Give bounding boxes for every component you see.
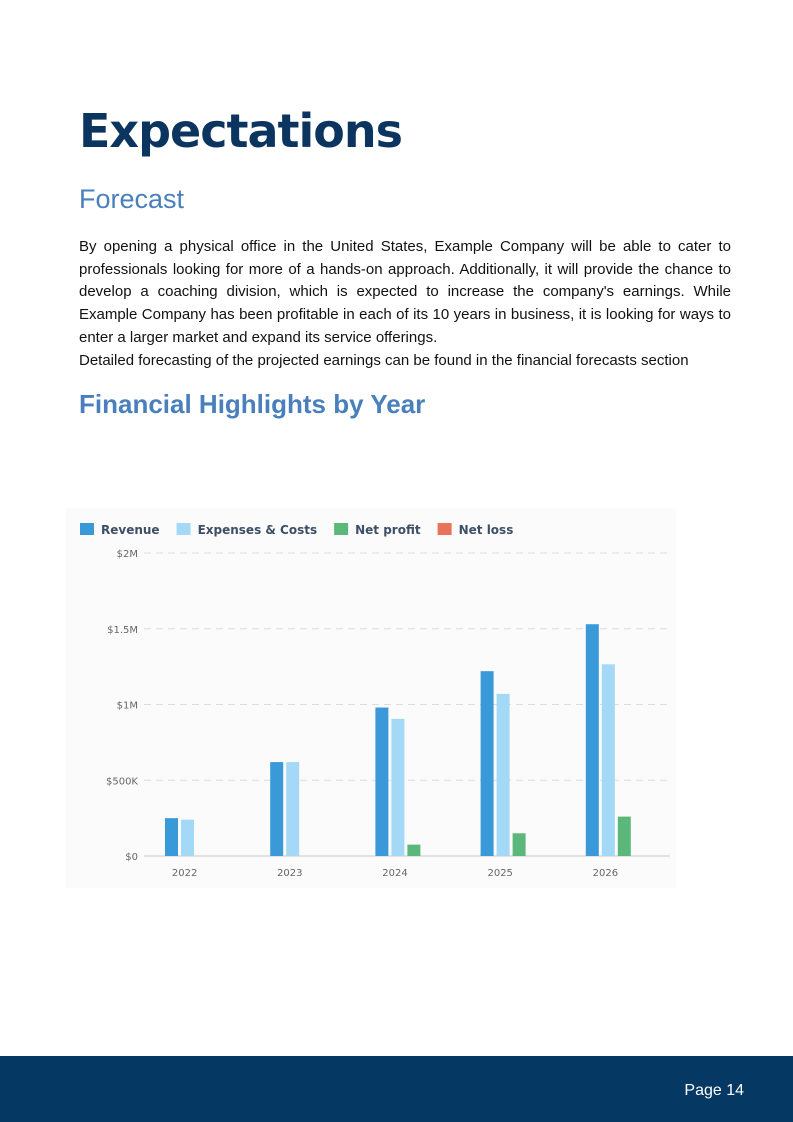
bar-expenses-costs xyxy=(602,664,615,856)
bar-net-profit xyxy=(407,845,420,856)
y-tick-label: $0 xyxy=(125,852,138,863)
financial-highlights-chart xyxy=(66,508,676,888)
forecast-body xyxy=(79,236,731,372)
bar-expenses-costs xyxy=(391,719,404,856)
bar-net-profit xyxy=(513,833,526,856)
x-tick-label: 2026 xyxy=(592,868,619,879)
legend-swatch xyxy=(80,523,94,535)
legend-swatch xyxy=(438,523,452,535)
bar-revenue xyxy=(375,708,388,856)
bar-expenses-costs xyxy=(286,762,299,856)
bar-revenue xyxy=(165,818,178,856)
x-tick-label: 2022 xyxy=(171,868,198,879)
legend-label: Revenue xyxy=(101,523,160,537)
section-title-forecast: Forecast xyxy=(79,184,185,214)
page-number: Page 14 xyxy=(684,1082,744,1099)
y-tick-label: $1M xyxy=(116,700,138,712)
y-tick-label: $1.5M xyxy=(107,624,138,636)
y-tick-label: $2M xyxy=(116,549,138,560)
legend-swatch xyxy=(177,523,191,535)
x-tick-label: 2025 xyxy=(487,868,513,879)
chart-svg xyxy=(66,508,676,888)
bar-expenses-costs xyxy=(181,820,194,856)
legend-label: Expenses & Costs xyxy=(197,523,318,537)
page-footer xyxy=(0,1056,793,1122)
y-tick-label: $500K xyxy=(105,776,138,788)
bar-revenue xyxy=(586,624,599,856)
bar-revenue xyxy=(270,762,283,856)
forecast-paragraph: Detailed forecasting of the projected earnings can be found in the financial forecasts section xyxy=(79,351,689,369)
x-tick-label: 2023 xyxy=(277,868,303,879)
legend-label: Net profit xyxy=(355,523,421,537)
bar-net-profit xyxy=(618,817,631,856)
forecast-paragraph: By opening a physical office in the United States, Example Company will be able to cater to professionals looking for more of a hands-on approach. Additionally, it will provide the chance to develop a coaching division, which is expected to increase the company's earnings. While Example Company has been profitable in each of its 10 years in business, it is looking for ways to enter a larger market and expand its service offerings. xyxy=(79,238,731,346)
page-title: Expectations xyxy=(79,104,403,158)
x-tick-label: 2024 xyxy=(382,868,408,879)
legend-swatch xyxy=(334,523,348,535)
legend-label: Net loss xyxy=(458,523,514,537)
bar-revenue xyxy=(481,671,494,856)
bar-expenses-costs xyxy=(497,694,510,856)
financial-highlights-heading: Financial Highlights by Year xyxy=(79,389,426,419)
